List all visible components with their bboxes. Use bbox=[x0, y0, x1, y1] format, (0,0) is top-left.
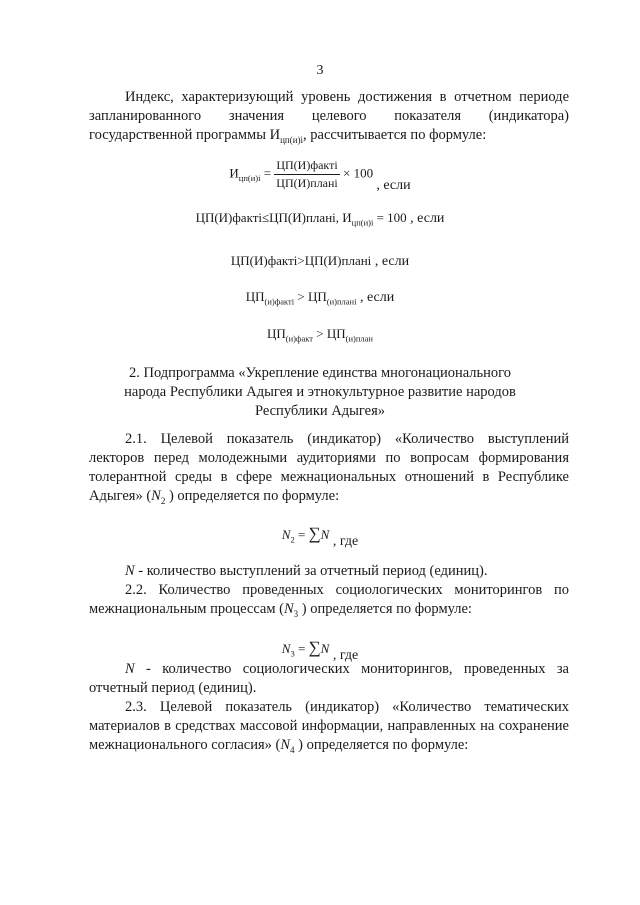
n-definition-2 bbox=[89, 660, 569, 698]
p21-text-a: 2.1. Целевой показатель (индикатор) «Количество выступлений лекторов перед молодежными аудиториями по вопросам формирования толерантной среды в сфере межнациональных отношений в Республике Адыгея» ( bbox=[89, 431, 569, 504]
formula-index-fraction bbox=[274, 158, 339, 191]
p23-text-b: ) определяется по формуле: bbox=[294, 737, 469, 753]
formula5-a-sub: (и)факт bbox=[285, 333, 314, 344]
p23-var: N bbox=[280, 737, 291, 753]
n-def1-var: N bbox=[125, 563, 135, 579]
p21-var-sub: 2 bbox=[160, 495, 166, 506]
page-number: 3 bbox=[316, 63, 324, 78]
formula-cond-le bbox=[0, 210, 640, 228]
n-def2-var: N bbox=[125, 661, 135, 677]
formula4-b: ЦП bbox=[307, 289, 327, 304]
formula-n2-gde: , где bbox=[329, 534, 359, 549]
formula5-b-sub: (и)план bbox=[345, 333, 373, 344]
formula-cond-gt-sub bbox=[0, 289, 640, 307]
formula-n3-lhs-sub: 3 bbox=[290, 648, 295, 659]
section-heading bbox=[0, 364, 640, 421]
p22-text-b: ) определяется по формуле: bbox=[298, 601, 472, 617]
intro-paragraph bbox=[89, 88, 569, 150]
p22-var: N bbox=[284, 601, 294, 617]
n-definition-1 bbox=[89, 562, 569, 581]
formula-cond-le-lhs-sub: цп(и)i bbox=[351, 217, 374, 228]
formula-n2-eq: = bbox=[294, 527, 309, 542]
section-heading-line1: 2. Подпрограмма «Укрепление единства многонационального bbox=[128, 365, 511, 381]
formula-cond-gt bbox=[0, 253, 640, 270]
intro-subscript: цп(и)i bbox=[280, 134, 304, 145]
formula-n3 bbox=[0, 638, 640, 663]
fraction-denominator: ЦП(И)планi bbox=[276, 176, 338, 190]
formula5-b: ЦП bbox=[326, 326, 346, 341]
formula-n3-lhs: N bbox=[281, 641, 291, 656]
formula-cond-gt-esli: , если bbox=[371, 254, 410, 269]
p23-var-sub: 4 bbox=[290, 744, 295, 755]
formula-index-lhs-sub: цп(и)i bbox=[238, 173, 261, 184]
fraction-numerator: ЦП(И)фактi bbox=[274, 158, 339, 175]
formula-n2-sum: ∑ bbox=[308, 524, 321, 543]
intro-text-b: , рассчитывается по формуле: bbox=[303, 127, 487, 143]
n-def2-text: - количество социологических мониторингов, проведенных за отчетный период (единиц). bbox=[89, 661, 569, 696]
formula4-esli: , если bbox=[356, 290, 395, 305]
formula5-op: > bbox=[313, 326, 327, 341]
formula5-a: ЦП bbox=[267, 326, 286, 341]
formula-index-multiplier: × 100 bbox=[339, 165, 374, 181]
formula-n3-gde: , где bbox=[329, 648, 359, 663]
formula-index-condition: , если bbox=[376, 178, 411, 194]
p22-var-sub: 3 bbox=[293, 608, 299, 619]
p21-var: N bbox=[151, 488, 161, 504]
paragraph-2-2 bbox=[89, 581, 569, 624]
formula-index bbox=[0, 158, 640, 194]
formula-index-eq: = bbox=[260, 165, 275, 181]
formula-cond-le-esli: , если bbox=[406, 211, 445, 226]
formula-n3-eq: = bbox=[294, 641, 309, 656]
paragraph-2-3 bbox=[89, 698, 569, 760]
p21-text-b: ) определяется по формуле: bbox=[165, 488, 340, 504]
section-heading-line2: народа Республики Адыгея и этнокультурное развитие народов bbox=[124, 384, 516, 400]
formula-n2-var: N bbox=[320, 527, 330, 542]
formula-index-lhs: И bbox=[229, 165, 239, 181]
paragraph-2-1 bbox=[89, 430, 569, 511]
formula-fact-gt-plan bbox=[0, 326, 640, 344]
formula-cond-le-rhs: = 100 bbox=[373, 210, 407, 225]
formula-n2-lhs: N bbox=[281, 527, 291, 542]
p22-text-a: 2.2. Количество проведенных социологических мониторингов по межнациональным процессам ( bbox=[89, 582, 569, 617]
formula-cond-le-expr: ЦП(И)фактi≤ЦП(И)планi bbox=[195, 210, 336, 225]
formula-cond-gt-expr: ЦП(И)фактi>ЦП(И)планi bbox=[230, 253, 372, 268]
section-heading-line3: Республики Адыгея» bbox=[254, 403, 386, 419]
formula-cond-le-sep: , bbox=[335, 210, 343, 225]
n-def1-text: - количество выступлений за отчетный период (единиц). bbox=[134, 563, 488, 579]
formula-n3-sum: ∑ bbox=[308, 638, 321, 657]
formula4-b-sub: (и)планi bbox=[326, 296, 357, 307]
formula4-a: ЦП bbox=[245, 289, 265, 304]
p23-text-a: 2.3. Целевой показатель (индикатор) «Количество тематических материалов в средствах массовой информации, направленных на сохранение межнационального согласия» ( bbox=[89, 699, 569, 753]
formula-n3-var: N bbox=[320, 641, 330, 656]
formula4-a-sub: (и)фактi bbox=[264, 296, 295, 307]
formula-cond-le-lhs: И bbox=[342, 210, 352, 225]
formula-n2-lhs-sub: 2 bbox=[290, 534, 295, 545]
formula-n2 bbox=[0, 524, 640, 549]
intro-text-a: Индекс, характеризующий уровень достижения в отчетном периоде запланированного значения целевого показателя (индикатора) государственной программы И bbox=[89, 89, 569, 143]
formula4-op: > bbox=[294, 289, 308, 304]
